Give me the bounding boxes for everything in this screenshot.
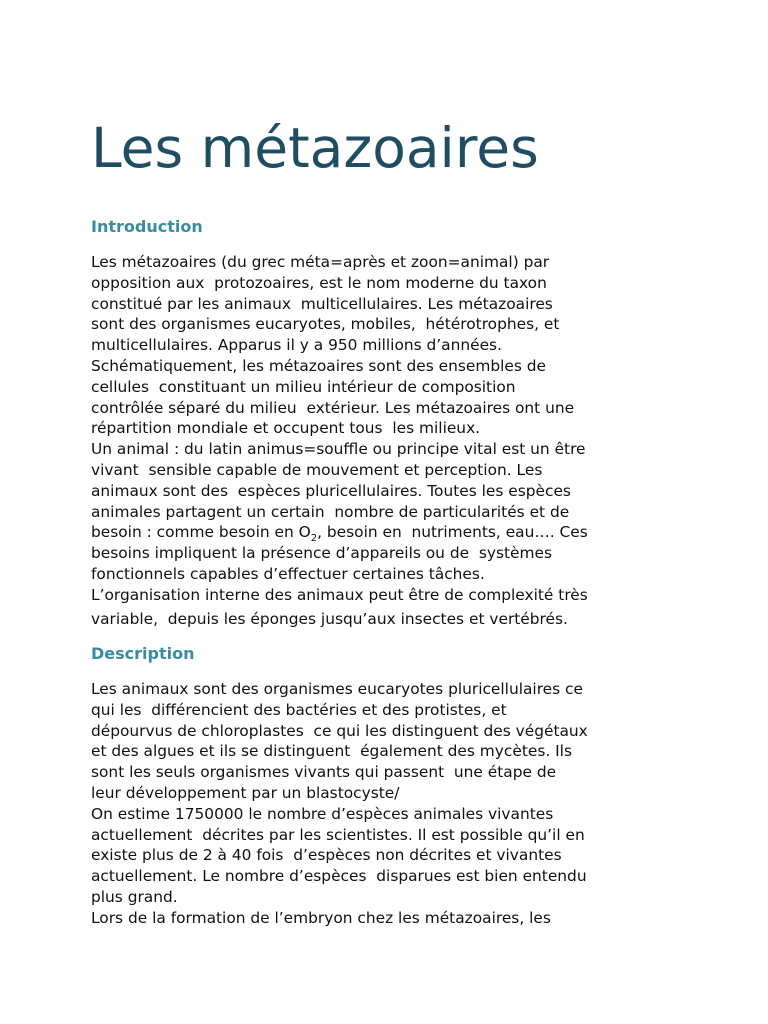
text-line: variable, depuis les éponges jusqu’aux insectes et vertébrés. [91,609,568,628]
text-line: fonctionnels capables d’effectuer certaines tâches. [91,564,485,583]
text-line: vivant sensible capable de mouvement et perception. Les [91,460,543,479]
text-line: actuellement. Le nombre d’espèces disparues est bien entendu [91,867,587,886]
text-line: Lors de la formation de l’embryon chez les métazoaires, les [91,908,551,927]
text-line: existe plus de 2 à 40 fois d’espèces non décrites et vivantes [91,846,562,865]
text-line: leur développement par un blastocyste/ [91,783,400,802]
text-line: sont les seuls organismes vivants qui passent une étape de [91,763,557,782]
section-heading-description: Description [91,644,195,663]
text-line: On estime 1750000 le nombre d’espèces animales vivantes [91,804,554,823]
text-line: Les animaux sont des organismes eucaryotes pluricellulaires ce [91,680,583,698]
text-segment: besoin : comme besoin en O [91,523,311,542]
description-paragraph [91,679,588,929]
text-line: et des algues et ils se distinguent également des mycètes. Ils [91,742,572,761]
text-line: plus grand. [91,887,178,906]
text-line: opposition aux protozoaires, est le nom moderne du taxon [91,273,547,292]
text-line: Un animal : du latin animus=souffle ou principe vital est un être [91,440,586,459]
text-line: cellules constituant un milieu intérieur de composition [91,377,516,396]
document-title: Les métazoaires [91,116,539,180]
text-line: multicellulaires. Apparus il y a 950 millions d’années. [91,336,502,355]
text-line: Schématiquement, les métazoaires sont des ensembles de [91,356,547,375]
text-line: constitué par les animaux multicellulaires. Les métazoaires [91,294,553,313]
text-line: contrôlée séparé du milieu extérieur. Les métazoaires ont une [91,398,575,417]
text-line: animales partagent un certain nombre de particularités et de [91,502,570,521]
text-line: répartition mondiale et occupent tous les milieux. [91,419,481,438]
text-line: qui les différencient des bactéries et des protistes, et [91,700,507,719]
text-line: Les métazoaires (du grec méta=après et zoon=animal) par [91,253,550,271]
text-line: actuellement décrites par les scientistes. Il est possible qu’il en [91,825,585,844]
oxygen-subscript: 2 [310,533,318,545]
text-line-with-subscript [91,522,588,543]
text-line: dépourvus de chloroplastes ce qui les distinguent des végétaux [91,721,588,740]
text-line: L’organisation interne des animaux peut être de complexité très [91,585,588,604]
text-line: besoins impliquent la présence d’appareils ou de systèmes [91,544,552,563]
text-line: animaux sont des espèces pluricellulaires. Toutes les espèces [91,481,571,500]
text-line: sont des organismes eucaryotes, mobiles, hétérotrophes, et [91,315,560,334]
text-segment: , besoin en nutriments, eau…. Ces [317,523,588,542]
section-heading-introduction: Introduction [91,217,203,236]
introduction-paragraph [91,252,588,629]
